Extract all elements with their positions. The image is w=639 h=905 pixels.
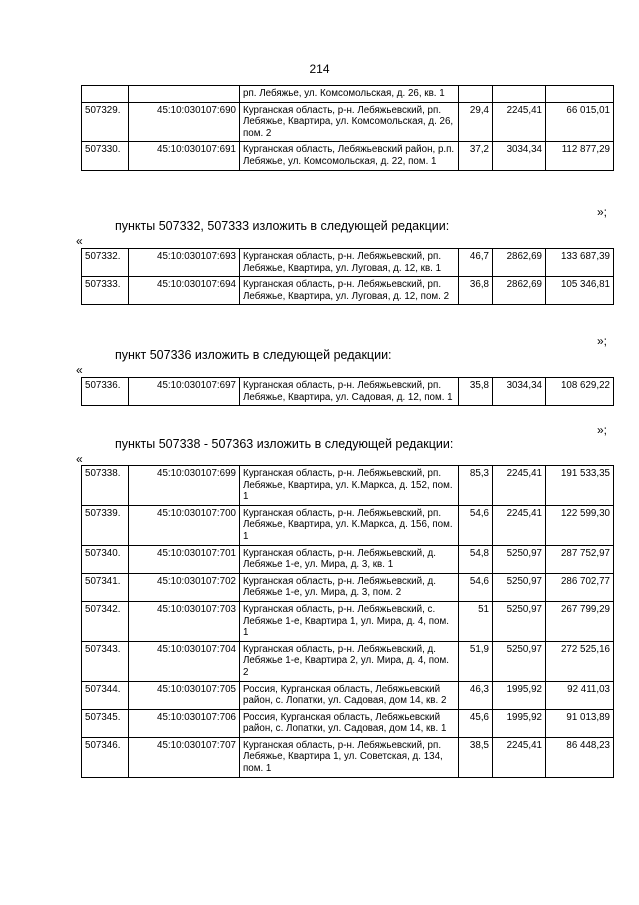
cadastral-number: 45:10:030107:704: [129, 641, 240, 681]
total-value: 86 448,23: [546, 737, 614, 777]
total-value: 286 702,77: [546, 573, 614, 601]
total-value: 287 752,97: [546, 545, 614, 573]
row-number: 507336.: [82, 378, 129, 406]
table-row: [82, 737, 614, 777]
row-number: 507343.: [82, 641, 129, 681]
address: Курганская область, р-н. Лебяжьевский, д. Лебяжье 1-е, ул. Мира, д. 3, пом. 2: [240, 573, 459, 601]
unit-value: 2245,41: [493, 505, 546, 545]
cadastral-number: 45:10:030107:697: [129, 378, 240, 406]
table-row: [82, 681, 614, 709]
unit-value: 2862,69: [493, 249, 546, 277]
opening-quote: «: [76, 234, 83, 248]
area-value: 54,6: [459, 573, 493, 601]
unit-value: 5250,97: [493, 601, 546, 641]
area-value: 37,2: [459, 142, 493, 170]
table-row: [82, 378, 614, 406]
registry-table-1: [81, 85, 614, 171]
registry-table-3: [81, 377, 614, 406]
closing-quote: »;: [597, 205, 608, 219]
unit-value: 2245,41: [493, 102, 546, 142]
table-row: [82, 545, 614, 573]
cadastral-number: 45:10:030107:691: [129, 142, 240, 170]
address: Курганская область, р-н. Лебяжьевский, д. Лебяжье 1-е, ул. Мира, д. 3, кв. 1: [240, 545, 459, 573]
area-value: 51: [459, 601, 493, 641]
total-value: 66 015,01: [546, 102, 614, 142]
registry-table-2: [81, 248, 614, 305]
table-row: [82, 277, 614, 305]
amendment-instruction: пункты 507338 - 507363 изложить в следующей редакции:: [115, 437, 454, 451]
total-value: 108 629,22: [546, 378, 614, 406]
cadastral-number: 45:10:030107:701: [129, 545, 240, 573]
table-row: [82, 466, 614, 506]
table-row: [82, 601, 614, 641]
area-value: 85,3: [459, 466, 493, 506]
total-value: [546, 86, 614, 103]
unit-value: 5250,97: [493, 545, 546, 573]
address: рп. Лебяжье, ул. Комсомольская, д. 26, кв. 1: [240, 86, 459, 103]
address: Курганская область, Лебяжьевский район, р.п. Лебяжье, ул. Комсомольская, д. 22, пом. 1: [240, 142, 459, 170]
total-value: 272 525,16: [546, 641, 614, 681]
total-value: 133 687,39: [546, 249, 614, 277]
area-value: [459, 86, 493, 103]
opening-quote: «: [76, 452, 83, 466]
address: Курганская область, р-н. Лебяжьевский, с. Лебяжье 1-е, Квартира 1, ул. Мира, д. 4, пом. 1: [240, 601, 459, 641]
unit-value: 1995,92: [493, 709, 546, 737]
unit-value: 5250,97: [493, 573, 546, 601]
cadastral-number: 45:10:030107:702: [129, 573, 240, 601]
area-value: 35,8: [459, 378, 493, 406]
page-number: 214: [309, 62, 330, 76]
area-value: 29,4: [459, 102, 493, 142]
area-value: 36,8: [459, 277, 493, 305]
total-value: 112 877,29: [546, 142, 614, 170]
amendment-instruction: пункт 507336 изложить в следующей редакции:: [115, 348, 392, 362]
registry-table-4: [81, 465, 614, 778]
table-row: [82, 573, 614, 601]
total-value: 267 799,29: [546, 601, 614, 641]
row-number: 507342.: [82, 601, 129, 641]
address: Курганская область, р-н. Лебяжьевский, рп. Лебяжье, Квартира, ул. К.Маркса, д. 156, пом. 1: [240, 505, 459, 545]
closing-quote: »;: [597, 423, 608, 437]
total-value: 92 411,03: [546, 681, 614, 709]
row-number: [82, 86, 129, 103]
table-row: [82, 102, 614, 142]
closing-quote: »;: [597, 334, 608, 348]
address: Курганская область, р-н. Лебяжьевский, рп. Лебяжье, Квартира, ул. Комсомольская, д. 26, пом. 2: [240, 102, 459, 142]
unit-value: 3034,34: [493, 378, 546, 406]
area-value: 51,9: [459, 641, 493, 681]
area-value: 38,5: [459, 737, 493, 777]
area-value: 46,7: [459, 249, 493, 277]
row-number: 507344.: [82, 681, 129, 709]
row-number: 507329.: [82, 102, 129, 142]
unit-value: 2862,69: [493, 277, 546, 305]
cadastral-number: 45:10:030107:706: [129, 709, 240, 737]
table-row: [82, 709, 614, 737]
area-value: 45,6: [459, 709, 493, 737]
row-number: 507332.: [82, 249, 129, 277]
table-row: [82, 249, 614, 277]
row-number: 507340.: [82, 545, 129, 573]
cadastral-number: 45:10:030107:690: [129, 102, 240, 142]
row-number: 507341.: [82, 573, 129, 601]
cadastral-number: 45:10:030107:705: [129, 681, 240, 709]
area-value: 54,6: [459, 505, 493, 545]
cadastral-number: [129, 86, 240, 103]
area-value: 54,8: [459, 545, 493, 573]
unit-value: 2245,41: [493, 466, 546, 506]
address: Курганская область, р-н. Лебяжьевский, рп. Лебяжье, Квартира, ул. Садовая, д. 12, пом. 1: [240, 378, 459, 406]
row-number: 507339.: [82, 505, 129, 545]
cadastral-number: 45:10:030107:694: [129, 277, 240, 305]
row-number: 507338.: [82, 466, 129, 506]
address: Курганская область, р-н. Лебяжьевский, рп. Лебяжье, Квартира 1, ул. Советская, д. 134, пом. 1: [240, 737, 459, 777]
total-value: 191 533,35: [546, 466, 614, 506]
address: Курганская область, р-н. Лебяжьевский, д. Лебяжье 1-е, Квартира 2, ул. Мира, д. 4, пом. 2: [240, 641, 459, 681]
unit-value: 1995,92: [493, 681, 546, 709]
amendment-instruction: пункты 507332, 507333 изложить в следующей редакции:: [115, 219, 450, 233]
table-row: [82, 505, 614, 545]
unit-value: 2245,41: [493, 737, 546, 777]
area-value: 46,3: [459, 681, 493, 709]
address: Курганская область, р-н. Лебяжьевский, рп. Лебяжье, Квартира, ул. Луговая, д. 12, пом. 2: [240, 277, 459, 305]
total-value: 122 599,30: [546, 505, 614, 545]
cadastral-number: 45:10:030107:703: [129, 601, 240, 641]
unit-value: [493, 86, 546, 103]
address: Россия, Курганская область, Лебяжьевский район, с. Лопатки, ул. Садовая, дом 14, кв. 1: [240, 709, 459, 737]
unit-value: 3034,34: [493, 142, 546, 170]
total-value: 105 346,81: [546, 277, 614, 305]
table-row: [82, 641, 614, 681]
unit-value: 5250,97: [493, 641, 546, 681]
address: Россия, Курганская область, Лебяжьевский район, с. Лопатки, ул. Садовая, дом 14, кв. 2: [240, 681, 459, 709]
cadastral-number: 45:10:030107:699: [129, 466, 240, 506]
table-row: [82, 142, 614, 170]
address: Курганская область, р-н. Лебяжьевский, рп. Лебяжье, Квартира, ул. К.Маркса, д. 152, пом. 1: [240, 466, 459, 506]
row-number: 507345.: [82, 709, 129, 737]
row-number: 507333.: [82, 277, 129, 305]
table-row: [82, 86, 614, 103]
row-number: 507330.: [82, 142, 129, 170]
cadastral-number: 45:10:030107:700: [129, 505, 240, 545]
cadastral-number: 45:10:030107:707: [129, 737, 240, 777]
address: Курганская область, р-н. Лебяжьевский, рп. Лебяжье, Квартира, ул. Луговая, д. 12, кв. 1: [240, 249, 459, 277]
row-number: 507346.: [82, 737, 129, 777]
total-value: 91 013,89: [546, 709, 614, 737]
opening-quote: «: [76, 363, 83, 377]
cadastral-number: 45:10:030107:693: [129, 249, 240, 277]
